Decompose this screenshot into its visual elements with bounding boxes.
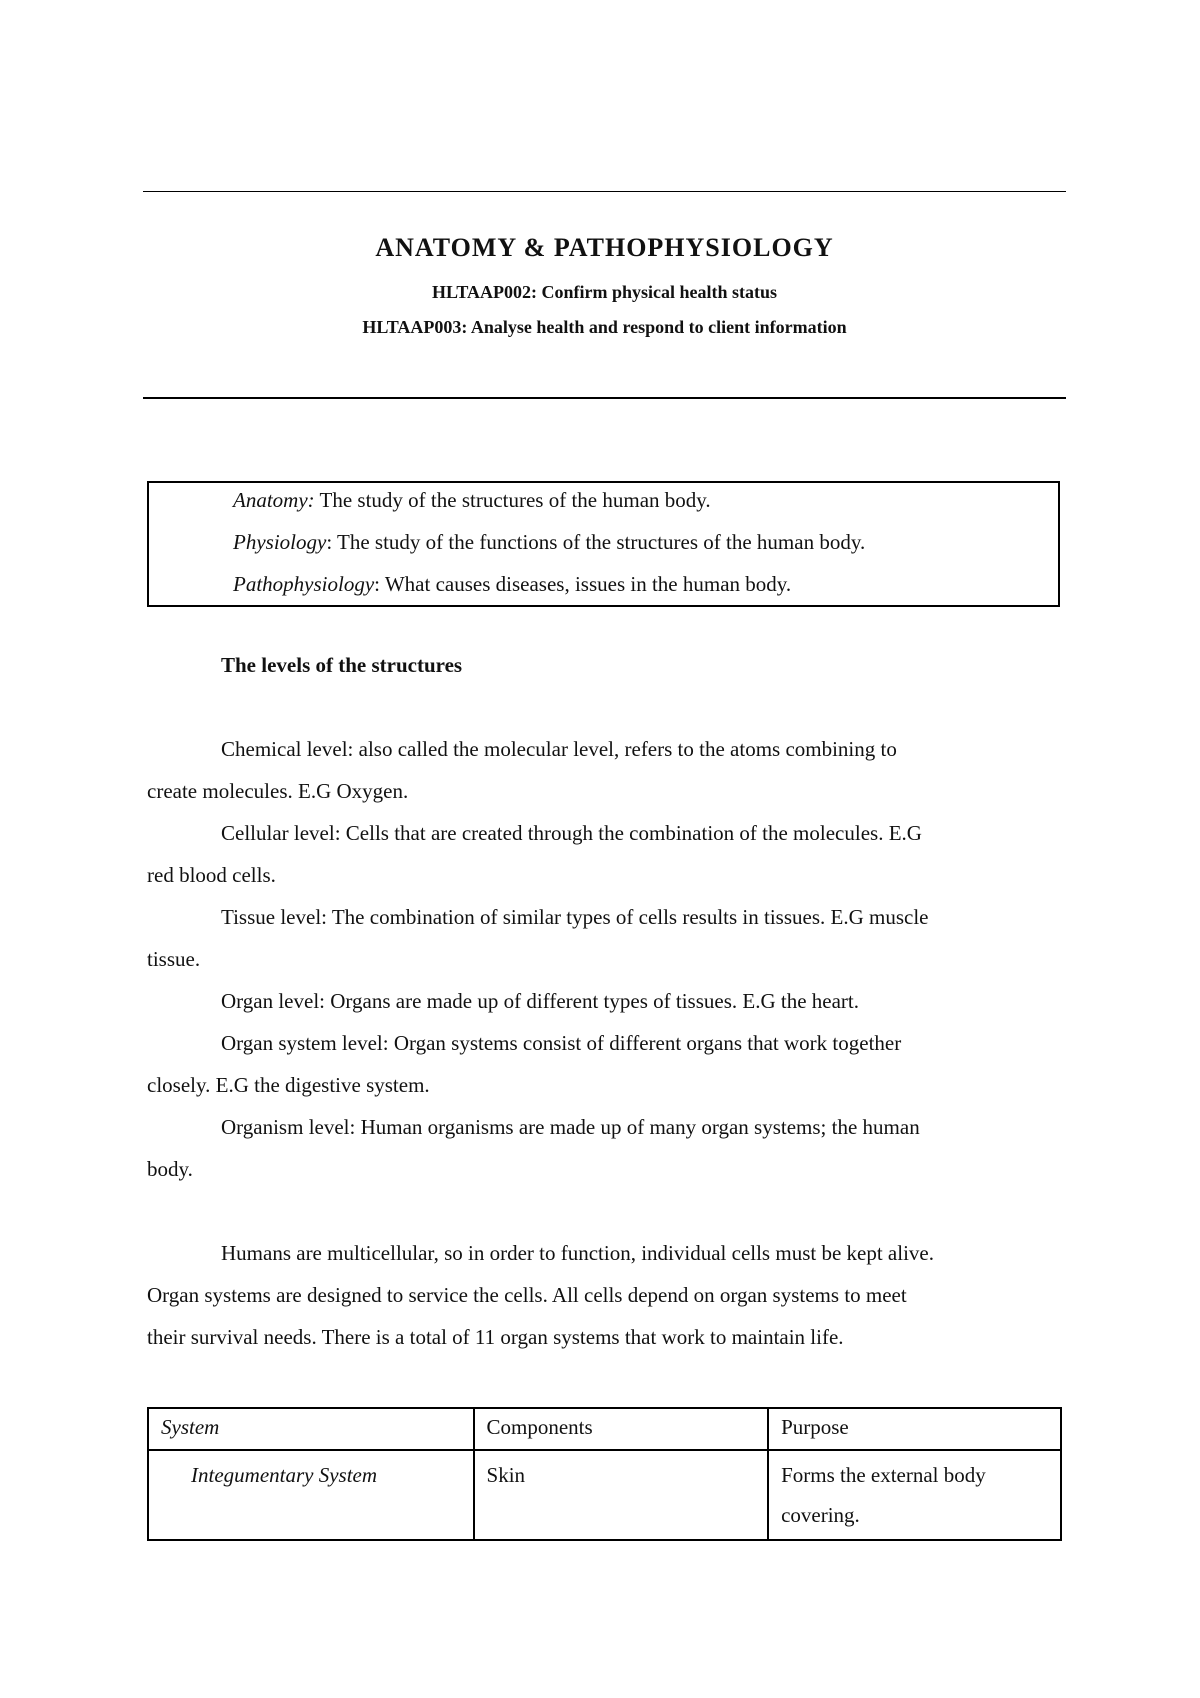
- definition-physiology: [233, 530, 865, 555]
- table-cell-system: Integumentary System: [148, 1450, 474, 1540]
- levels-line: Organ system level: Organ systems consist of different organs that work together: [221, 1031, 902, 1055]
- table-cell-purpose: [768, 1450, 1061, 1540]
- purpose-line: Forms the external body: [781, 1463, 986, 1487]
- organ-systems-table: [147, 1407, 1062, 1541]
- definition-anatomy: [233, 488, 711, 513]
- document-title: ANATOMY & PATHOPHYSIOLOGY: [375, 233, 834, 262]
- levels-line: Tissue level: The combination of similar types of cells results in tissues. E.G muscle: [221, 905, 929, 929]
- header-top-rule: [143, 191, 1066, 192]
- levels-line: create molecules. E.G Oxygen.: [147, 779, 409, 803]
- section-heading-levels: The levels of the structures: [221, 653, 463, 677]
- definition-term: Anatomy:: [233, 488, 315, 512]
- levels-line: Cellular level: Cells that are created through the combination of the molecules. E.G: [221, 821, 922, 845]
- paragraph-line: Organ systems are designed to service the cells. All cells depend on organ systems to meet: [147, 1283, 907, 1307]
- table-row: [148, 1450, 1061, 1540]
- paragraph-line: their survival needs. There is a total of 11 organ systems that work to maintain life.: [147, 1325, 844, 1349]
- table-header-row: [148, 1408, 1061, 1450]
- levels-line: body.: [147, 1157, 193, 1181]
- levels-line: Organ level: Organs are made up of different types of tissues. E.G the heart.: [221, 989, 859, 1013]
- levels-line: Organism level: Human organisms are made up of many organ systems; the human: [221, 1115, 920, 1139]
- definition-term: Pathophysiology: [233, 572, 375, 596]
- purpose-line: covering.: [781, 1503, 860, 1527]
- unit-code-hltaap003: HLTAAP003: Analyse health and respond to client information: [362, 317, 847, 337]
- table-header-purpose: Purpose: [768, 1408, 1061, 1450]
- definition-term: Physiology: [233, 530, 327, 554]
- levels-line: Chemical level: also called the molecular level, refers to the atoms combining to: [221, 737, 897, 761]
- definitions-box: [147, 481, 1060, 607]
- paragraph-line: Humans are multicellular, so in order to function, individual cells must be kept alive.: [221, 1241, 934, 1265]
- definition-pathophysiology: [233, 572, 791, 597]
- unit-code-hltaap002: HLTAAP002: Confirm physical health status: [431, 282, 778, 302]
- levels-line: closely. E.G the digestive system.: [147, 1073, 430, 1097]
- table-cell-components: Skin: [474, 1450, 769, 1540]
- table-header-system: System: [148, 1408, 474, 1450]
- table-header-components: Components: [474, 1408, 769, 1450]
- definition-text: The study of the structures of the human body.: [314, 488, 711, 512]
- definition-text: : The study of the functions of the structures of the human body.: [326, 530, 866, 554]
- levels-line: tissue.: [147, 947, 201, 971]
- levels-line: red blood cells.: [147, 863, 276, 887]
- definition-text: : What causes diseases, issues in the human body.: [374, 572, 792, 596]
- header-bottom-rule: [143, 397, 1066, 399]
